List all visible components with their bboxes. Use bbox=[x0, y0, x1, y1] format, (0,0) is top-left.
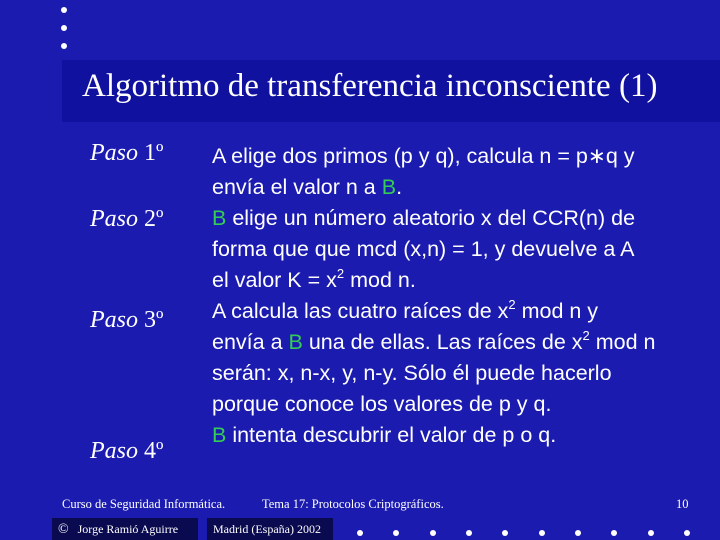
decorative-dot bbox=[502, 530, 508, 536]
decorative-dot bbox=[61, 25, 67, 31]
decorative-dot bbox=[61, 7, 67, 13]
text-line: envía a B una de ellas. Las raíces de $x^2$ mod n bbox=[212, 328, 656, 354]
decorative-dot bbox=[684, 530, 690, 536]
text-line: forma que que mcd (x,n) = 1, y devuelve a A bbox=[212, 237, 635, 261]
text-line: B intenta descubrir el valor de p o q. bbox=[212, 423, 557, 447]
step-label-3: Paso 3º bbox=[90, 307, 164, 333]
text-line: B elige un número aleatorio x del CCR(n) de bbox=[212, 206, 636, 230]
footer-author: Jorge Ramió Aguirre bbox=[77, 522, 179, 536]
decorative-dot bbox=[466, 530, 472, 536]
asterisk-operator: ∗ bbox=[587, 144, 606, 168]
decorative-dot bbox=[357, 530, 363, 536]
footer-topic: Tema 17: Protocolos Criptográficos. bbox=[262, 497, 444, 511]
text-line: A elige dos primos (p y q), calcula n = p∗q y bbox=[212, 144, 635, 168]
page-title: Algoritmo de transferencia inconsciente (1) bbox=[82, 68, 658, 104]
decorative-dot bbox=[575, 530, 581, 536]
decorative-dot bbox=[611, 530, 617, 536]
step-descriptions bbox=[212, 141, 712, 451]
footer-author-box bbox=[52, 518, 198, 540]
decorative-dot bbox=[393, 530, 399, 536]
text-line: el valor $K = x^2$ mod n. bbox=[212, 266, 416, 292]
footer-course: Curso de Seguridad Informática. bbox=[62, 497, 226, 511]
text-line: serán: x, n-x, y, n-y. Sólo él puede hacerlo bbox=[212, 361, 612, 385]
step-label-1: Paso 1º bbox=[90, 140, 164, 166]
decorative-dot bbox=[539, 530, 545, 536]
text-line: A calcula las cuatro raíces de $x^2$ mod n y bbox=[212, 297, 599, 323]
footer-place: Madrid (España) 2002 bbox=[213, 522, 321, 536]
footer-place-box bbox=[207, 518, 333, 540]
decorative-dot bbox=[648, 530, 654, 536]
footer-page-number: 10 bbox=[676, 497, 689, 511]
copyright-icon: © bbox=[58, 522, 69, 537]
text-line: porque conoce los valores de p y q. bbox=[212, 392, 552, 416]
step-label-4: Paso 4º bbox=[90, 438, 164, 464]
decorative-dot bbox=[430, 530, 436, 536]
decorative-dot bbox=[61, 43, 67, 49]
text-line: envía el valor n a B. bbox=[212, 175, 403, 199]
step-label-2: Paso 2º bbox=[90, 206, 164, 232]
